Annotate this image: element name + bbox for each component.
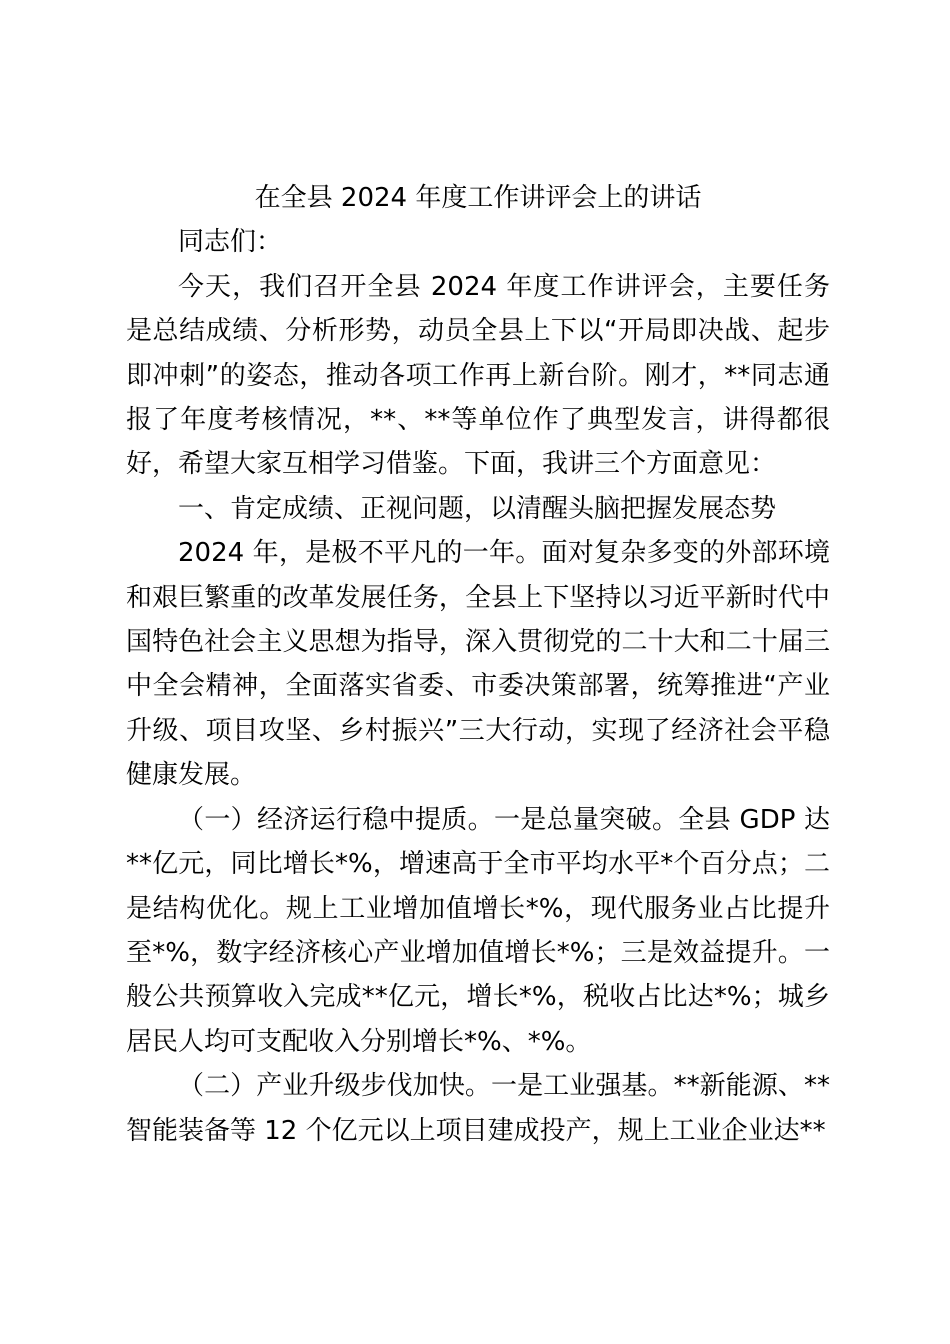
paragraph-economy: （一）经济运行稳中提质。一是总量突破。全县 GDP 达**亿元，同比增长*%，增速高于全市平均水平*个百分点；二是结构优化。规上工业增加值增长*%，现代服务业占比提升至*%，数字经济核心产业增加值增长*%；三是效益提升。一般公共预算收入完成**亿元，增长*%，税收占比达*%；城乡居民人均可支配收入分别增长*%、*%。	[126, 804, 830, 1057]
paragraph-overview: 2024 年，是极不平凡的一年。面对复杂多变的外部环境和艰巨繁重的改革发展任务，全县上下坚持以习近平新时代中国特色社会主义思想为指导，深入贯彻党的二十大和二十届三中全会精神，全面落实省委、市委决策部署，统筹推进“产业升级、项目攻坚、乡村振兴”三大行动，实现了经济社会平稳健康发展。	[126, 538, 830, 791]
document-title: 在全县 2024 年度工作讲评会上的讲话	[254, 183, 702, 213]
salutation: 同志们：	[178, 227, 283, 258]
document-body	[126, 176, 830, 1153]
paragraph-intro: 今天，我们召开全县 2024 年度工作讲评会，主要任务是总结成绩、分析形势，动员全县上下以“开局即决战、起步即冲刺”的姿态，推动各项工作再上新台阶。刚才，**同志通报了年度考核情况，**、**等单位作了典型发言，讲得都很好，希望大家互相学习借鉴。下面，我讲三个方面意见：	[126, 271, 830, 480]
paragraph-industry: （二）产业升级步伐加快。一是工业强基。**新能源、**智能装备等 12 个亿元以上项目建成投产，规上工业企业达**	[126, 1071, 830, 1146]
section-heading-1: 一、肯定成绩、正视问题，以清醒头脑把握发展态势	[178, 493, 777, 524]
